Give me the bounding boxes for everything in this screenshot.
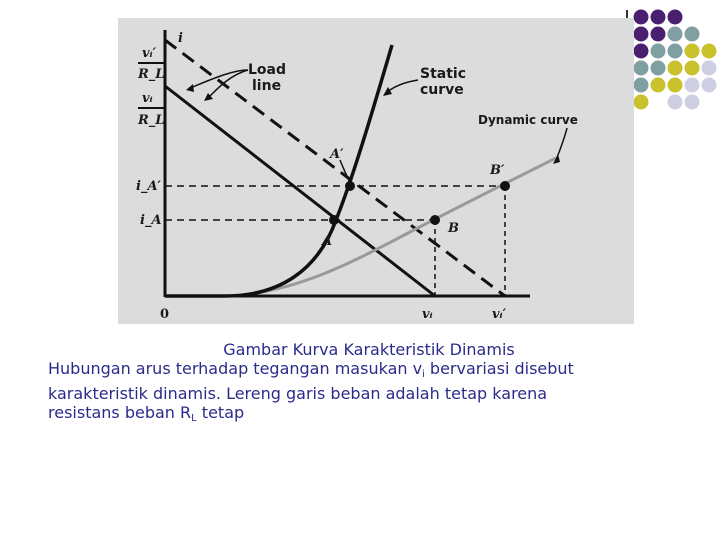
static-curve-label-2: curve (420, 82, 464, 98)
static-curve-arrow (387, 80, 418, 92)
y-tick-top-den: R_L (138, 67, 165, 82)
y-tick-second-den: R_L (138, 113, 165, 128)
load-line-arrowhead-2 (186, 84, 194, 92)
dynamic-curve (230, 158, 556, 296)
load-line-label-2: line (252, 78, 282, 94)
load-line-label-1: Load (248, 62, 287, 78)
caption-line1-subscript: i (422, 369, 425, 380)
point-A-prime-arrow (340, 160, 349, 181)
point-A-dot (329, 215, 339, 225)
caption-line1 (48, 359, 574, 378)
x-origin-label: 0 (160, 307, 170, 322)
caption-line2: karakteristik dinamis. Lereng garis beban adalah tetap karena (48, 384, 548, 403)
caption-line1-text: Hubungan arus terhadap tegangan masukan v (48, 359, 423, 378)
dynamic-curve-label: Dynamic curve (478, 113, 578, 127)
caption-line1-tail: bervariasi disebut (424, 359, 574, 378)
y-tick-iA-prime: i_A′ (136, 179, 161, 194)
point-B-dot (430, 215, 440, 225)
y-axis-label: i (178, 31, 183, 46)
static-curve-label-1: Static (420, 66, 467, 82)
caption-line3 (48, 403, 244, 422)
static-curve-arrowhead (383, 87, 392, 96)
caption-line3-subscript: L (191, 413, 197, 424)
y-tick-top-num: vᵢ′ (142, 46, 157, 61)
y-tick-second-num: vᵢ (142, 91, 153, 106)
point-B-label: B (448, 221, 459, 236)
caption-line3-tail: tetap (196, 403, 245, 422)
point-A-prime-dot (345, 181, 355, 191)
caption-line3-text: resistans beban R (48, 403, 192, 422)
point-A-label: A (322, 234, 333, 249)
caption-title: Gambar Kurva Karakteristik Dinamis (223, 340, 515, 359)
point-B-prime-dot (500, 181, 510, 191)
point-A-prime-label: A′ (330, 147, 344, 162)
x-tick-vi-prime: vᵢ′ (492, 307, 507, 322)
x-tick-vi: vᵢ (422, 307, 433, 322)
point-B-prime-label: B′ (490, 163, 505, 178)
y-tick-iA: i_A (140, 213, 162, 228)
caption (48, 340, 648, 428)
load-line-solid (165, 86, 435, 296)
